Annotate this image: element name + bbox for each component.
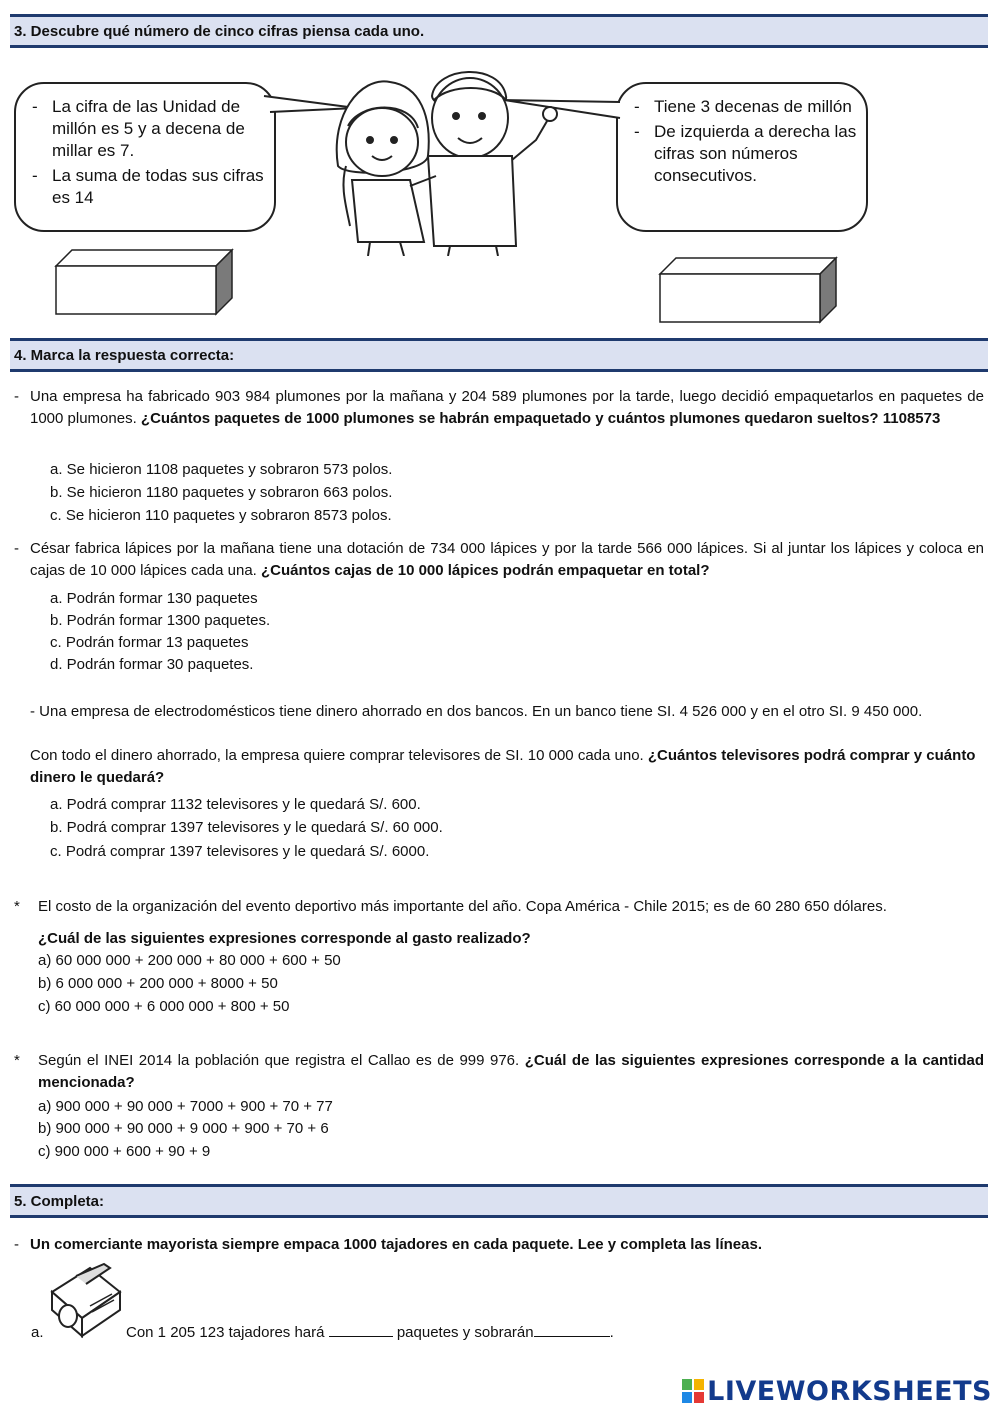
q2-text: César fabrica lápices por la mañana tiene una dotación de 734 000 lápices y por la tarde 566 000 lápices. Si al juntar los lápices y coloca en cajas de 10 000 lápices cada una. [30, 540, 984, 579]
liveworksheets-mark-icon [681, 1378, 705, 1404]
s5-dash: - [14, 1236, 19, 1253]
q4-option-b[interactable]: b) 6 000 000 + 200 000 + 8000 + 50 [38, 975, 278, 992]
right-bubble-tail [504, 100, 620, 118]
right-speech-bubble [616, 82, 868, 232]
q5-option-b[interactable]: b) 900 000 + 90 000 + 9 000 + 900 + 70 + 6 [38, 1120, 329, 1137]
left-bubble-clue-1: - La cifra de las Unidad de millón es 5 y a decena de millar es 7. [16, 96, 264, 162]
right-bubble-clue-2: - De izquierda a derecha las cifras son números consecutivos. [618, 121, 858, 187]
q4-question: ¿Cuál de las siguientes expresiones corresponde al gasto realizado? [38, 930, 531, 947]
q3-text: - Una empresa de electrodomésticos tiene dinero ahorrado en dos bancos. En un banco tiene SI. 4 526 000 y en el otro SI. 9 450 000. [30, 703, 923, 720]
q2-option-b[interactable]: b. Podrán formar 1300 paquetes. [50, 612, 271, 629]
left-bubble-clue-2: - La suma de todas sus cifras es 14 [16, 165, 264, 209]
left-bubble-tail [264, 96, 356, 112]
q3-option-b[interactable]: b. Podrá comprar 1397 televisores y le quedará S/. 60 000. [50, 819, 443, 836]
q1-option-a[interactable]: a. Se hicieron 1108 paquetes y sobraron 573 polos. [50, 461, 393, 478]
q1-text: Una empresa ha fabricado 903 984 plumones por la mañana y 204 589 plumones por la tarde, luego decidió empaquetarlos en paquetes de 1000 plumones. [30, 388, 984, 427]
q5-option-c[interactable]: c) 900 000 + 600 + 90 + 9 [38, 1143, 211, 1160]
q2-option-a[interactable]: a. Podrán formar 130 paquetes [50, 590, 258, 607]
q1-dash: - [14, 388, 19, 405]
s5-item-end: . [609, 1324, 614, 1341]
q2-option-c[interactable]: c. Podrán formar 13 paquetes [50, 634, 249, 651]
left-speech-bubble [14, 82, 276, 232]
q1-statement [30, 386, 984, 430]
section-4-header [10, 338, 988, 372]
logo-text: LIVEWORKSHEETS [707, 1376, 992, 1407]
q3-question: ¿Cuántos televisores podrá comprar y cuánto dinero le quedará? [30, 747, 976, 786]
q2-statement [30, 538, 984, 582]
q3-text2: Con todo el dinero ahorrado, la empresa quiere comprar televisores de SI. 10 000 cada uno. [30, 747, 644, 764]
q2-question: ¿Cuántos cajas de 10 000 lápices podrán empaquetar en total? [261, 562, 710, 579]
q2-dash: - [14, 540, 19, 557]
q2-option-d[interactable]: d. Podrán formar 30 paquetes. [50, 656, 254, 673]
section-5-title: 5. Completa: [14, 1193, 105, 1210]
q4-option-c[interactable]: c) 60 000 000 + 6 000 000 + 800 + 50 [38, 998, 290, 1015]
q4-star: * [14, 898, 20, 915]
q3-option-a[interactable]: a. Podrá comprar 1132 televisores y le quedará S/. 600. [50, 796, 421, 813]
q3-statement [30, 745, 984, 789]
q5-option-a[interactable]: a) 900 000 + 90 000 + 7000 + 900 + 70 + 77 [38, 1098, 333, 1115]
section-5-header [10, 1184, 988, 1218]
packages-blank[interactable] [329, 1322, 393, 1337]
leftover-blank[interactable] [534, 1322, 610, 1337]
section-3-title: 3. Descubre qué número de cinco cifras piensa cada uno. [14, 23, 425, 40]
answer-box-right[interactable] [658, 256, 840, 326]
s5-item-label: a. [31, 1324, 44, 1341]
right-bubble-clue-1: - Tiene 3 decenas de millón [618, 96, 858, 118]
q5-text: Según el INEI 2014 la población que registra el Callao es de 999 976. [38, 1052, 520, 1069]
q3-option-c[interactable]: c. Podrá comprar 1397 televisores y le quedará S/. 6000. [50, 843, 430, 860]
section-3-header [10, 14, 988, 48]
q5-question: ¿Cuál de las siguientes expresiones corresponde a la cantidad mencionada? [38, 1052, 985, 1091]
s5-item-line [126, 1322, 614, 1344]
q4-option-a[interactable]: a) 60 000 000 + 200 000 + 80 000 + 600 + 50 [38, 952, 341, 969]
children-illustration [260, 56, 640, 256]
q1-question: ¿Cuántos paquetes de 1000 plumones se habrán empaquetado y cuántos plumones quedaron sueltos? 1108573 [140, 410, 941, 427]
s5-item-text-2: paquetes y sobrarán [396, 1324, 534, 1341]
q4-text: El costo de la organización del evento deportivo más importante del año. Copa América - Chile 2015; es de 60 280 650 dólares. [38, 898, 887, 915]
q5-star: * [14, 1052, 20, 1069]
q1-option-b[interactable]: b. Se hicieron 1180 paquetes y sobraron 663 polos. [50, 484, 393, 501]
s5-item-text-1: Con 1 205 123 tajadores hará [126, 1324, 325, 1341]
q1-option-c[interactable]: c. Se hicieron 110 paquetes y sobraron 8573 polos. [50, 507, 392, 524]
pencil-sharpener-icon [46, 1258, 126, 1342]
s5-intro: Un comerciante mayorista siempre empaca 1000 tajadores en cada paquete. Lee y completa las líneas. [30, 1236, 763, 1253]
q5-statement [38, 1050, 984, 1094]
liveworksheets-logo [681, 1376, 992, 1407]
section-4-title: 4. Marca la respuesta correcta: [14, 347, 235, 364]
girl-drawing [337, 81, 429, 256]
answer-box-left[interactable] [54, 248, 236, 318]
